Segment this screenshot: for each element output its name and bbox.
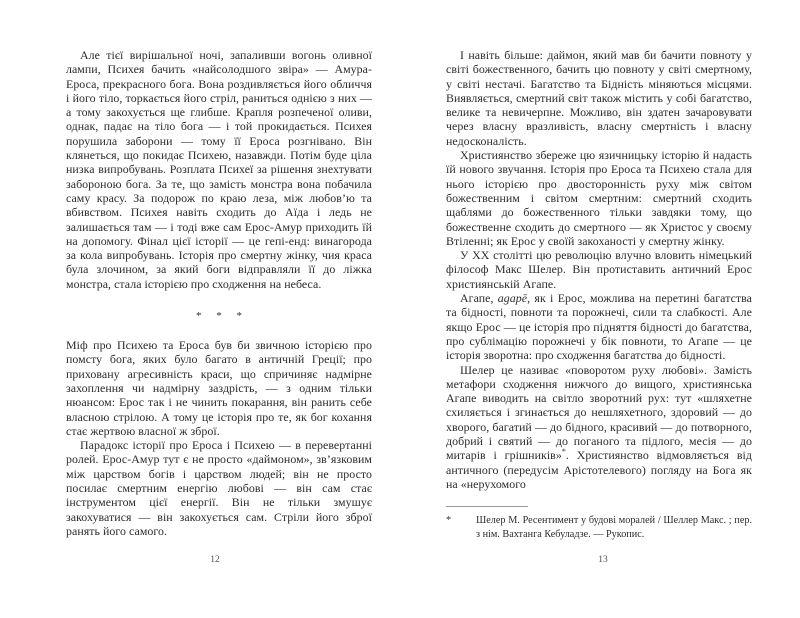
footnote-reference: * <box>561 447 566 457</box>
right-text-column <box>446 48 752 541</box>
paragraph: У ХХ столітті цю революцію влучно вловить німецький філософ Макс Шелер. Він протиставить античний Ерос християнській Агапе. <box>446 248 752 291</box>
paragraph: Парадокс історії про Ероса і Психею — в перевертанні ролей. Ерос-Амур тут є не просто «даймоном», зв’язковим між царством богів і царством людей; він не просто посилає смертним енергію любові — він сам стає інструментом цієї енергії. Він не тільки змушує закохуватися — він закохується сам. Стріли його зброї ранять його самого. <box>66 438 372 538</box>
paragraph: І навіть більше: даймон, який мав би бачити повноту у світі божественного, бачить цю повноту у світі смертному, у світі нестачі. Багатство та Бідність міняються місцями. Виявляється, смертний світ також містить у собі багатство, велике та невичерпне. Можливо, він здатен зачаровувати через власну вразливість, власну смертність і власну недосконалість. <box>446 48 752 148</box>
italic-term: agapē <box>497 291 528 306</box>
footnote <box>446 506 752 541</box>
paragraph <box>446 291 752 362</box>
footnote-rule <box>446 506 528 507</box>
footnote-body <box>446 514 752 541</box>
paragraph-text: Агапе, <box>460 291 498 306</box>
page-number-right: 13 <box>598 555 608 565</box>
paragraph-text: , як і Ерос, можлива на перетині багатства та бідності, повноти та порожнечі, сили та слабкості. Але якщо Ерос — це історія про підняття бідності до багатства, про сублімацію порожнечі у бік повноти, то Агапе — це історія зворотна: про сходження багатства до бідності. <box>446 291 752 363</box>
page-right <box>400 0 800 618</box>
footnote-text: Шелер М. Ресентимент у будові моралей / Шеллер Макс. ; пер. з нім. Вахтанга Кебуладзе. — Рукопис. <box>476 515 752 540</box>
footnote-marker: * <box>446 515 452 527</box>
paragraph-text: . Християнство відмовляється від античного (передусім Арістотелевого) погляду на Бога як на «нерухомого <box>446 448 752 491</box>
paragraph-text: Шелер це називає «поворотом руху любові». Замість метафори сходження нижчого до вищого, християнська Агапе виводить на світло зворотний рух: тут «шляхетне схиляється і згинається до нешляхетного, здоровий — до хворого, багатий — до бідного, красивий — до потворного, добрий і святий — до поганого та підлого, месія — до митарів і грішників» <box>446 362 752 463</box>
paragraph: Міф про Психею та Ероса був би звичною історією про помсту бога, яких було багато в античній Греції; про приховану агресивність краси, що спричиняє надмірне захоплення чи надмірну заздрість, — з одним тільки нюансом: Ерос так і не чинить покарання, він ранить себе власною стрілою. А тому це історія про те, як бог кохання стає жертвою власної ж зброї. <box>66 338 372 438</box>
section-separator: * * * <box>196 310 248 323</box>
paragraph <box>446 363 752 492</box>
paragraph: Християнство збереже цю язичницьку історію й надасть їй нового звучання. Історія про Ероса та Психею стала для нього історією про двосторонність руху між світом божественним і світом смертним: смертний сходить щаблями до божественного тільки завдяки тому, що божественне сходить до смертного — як Христос у своєму Втіленні; як Ерос у своїй закоханості у смертну жінку. <box>446 148 752 248</box>
left-text-column <box>66 48 372 538</box>
paragraph: Але тієї вирішальної ночі, запаливши вогонь оливної лампи, Психея бачить «найсолодшого звіра» — Амура-Ероса, прекрасного бога. Вона роздивляється його обличчя і його тіло, торкається його стріл, раниться однією з них — а тому закохується ще глибше. Крапля розпеченої оливи, однак, падає на тіло бога — і той прокидається. Психея порушила заборони — тому її Ероса розгнівано. Він клянеться, що покидає Психею, назавжди. Потім буде ціла низка випробувань. Розплата Психеї за рішення знехтувати забороною бога. За те, що замість монстра вона побачила саму красу. За подорож по краю леза, між любов’ю та вбивством. Психея навіть сходить до Аїда і ледь не залишається там — і тоді вже сам Ерос-Амур приходить їй на допомогу. Фінал цієї історії — це гепі-енд: винагорода за кола випробувань. Історія про смертну жінку, чия краса була злочином, за який боги відправляли її до ліжка монстра, стала історією про сходження на небеса. <box>66 48 372 291</box>
page-number-left: 12 <box>210 555 220 565</box>
